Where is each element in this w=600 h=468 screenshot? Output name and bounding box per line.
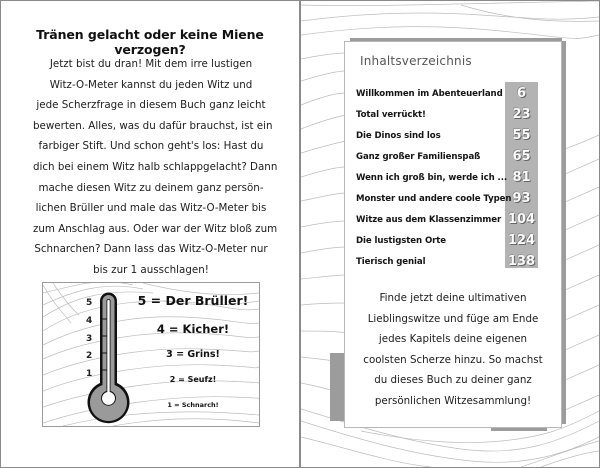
toc-entry-label: Witze aus dem Klassenzimmer xyxy=(356,215,502,225)
right-page xyxy=(300,0,600,468)
toc-entry-label: Total verrückt! xyxy=(356,110,426,120)
toc-card xyxy=(344,41,562,428)
rating-2: 2 = Seufz! xyxy=(169,375,217,384)
toc-entry-label: Wenn ich groß bin, werde ich ... xyxy=(356,173,508,183)
intro-line: jede Scherzfrage in diesem Buch ganz leicht xyxy=(36,99,266,112)
scale-number: 5 xyxy=(86,298,93,308)
toc-entry[interactable] xyxy=(356,149,541,169)
toc-entry-page: 138 xyxy=(507,254,536,269)
outro-line: jedes Kapitels deine eigenen xyxy=(378,333,528,345)
intro-paragraph xyxy=(33,54,278,281)
intro-line: Jetzt bist du dran! Mit dem irre lustigen xyxy=(49,58,253,70)
rating-4: 4 = Kicher! xyxy=(156,322,230,336)
toc-entry[interactable] xyxy=(356,254,541,274)
toc-entry-page: 124 xyxy=(507,233,536,248)
toc-entry-page: 6 xyxy=(516,86,527,101)
toc-entry[interactable] xyxy=(356,170,541,190)
intro-line: mache diesen Witz zu deinem ganz persön- xyxy=(38,181,264,194)
toc-entry-label: Tierisch genial xyxy=(356,257,426,267)
outro-line: du dieses Buch zu deiner ganz xyxy=(374,374,532,386)
toc-entry-page: 23 xyxy=(512,107,531,122)
intro-line: bis zur 1 ausschlagen! xyxy=(93,263,209,276)
toc-entry-page: 65 xyxy=(512,149,531,164)
scale-number: 3 xyxy=(86,334,93,344)
toc-entry-label: Ganz großer Familienspaß xyxy=(356,152,481,162)
witz-o-meter-box xyxy=(42,282,260,427)
intro-line: dich bei einem Witz halb schlappgelacht? Dann xyxy=(33,160,278,173)
rating-3: 3 = Grins! xyxy=(166,349,220,360)
outro-line: coolsten Scherze hinzu. So machst xyxy=(363,353,543,366)
toc-entry-label: Die lustigsten Orte xyxy=(356,236,447,246)
scale-number: 4 xyxy=(86,316,93,326)
toc-entry-label: Die Dinos sind los xyxy=(356,131,441,141)
rating-5: 5 = Der Brüller! xyxy=(137,293,249,308)
toc-entry-label: Monster und andere coole Typen xyxy=(356,194,512,204)
intro-line: bewerten. Alles, was du dafür brauchst, ist ein xyxy=(33,119,273,132)
outro-line: Finde jetzt deine ultimativen xyxy=(379,292,527,304)
toc-entry[interactable] xyxy=(356,107,541,127)
toc-entry-page: 55 xyxy=(512,128,531,143)
intro-line: Witz-O-Meter kannst du jeden Witz und xyxy=(49,78,253,91)
toc-entry[interactable] xyxy=(356,191,541,211)
page-heading: Tränen gelacht oder keine Miene verzogen? xyxy=(36,27,264,57)
rating-1: 1 = Schnarch! xyxy=(167,401,219,409)
scale-number: 2 xyxy=(86,351,93,361)
outro-line: Lieblingswitze und füge am Ende xyxy=(367,312,539,325)
intro-line: farbiger Stift. Und schon geht's los: Hast du xyxy=(38,140,264,153)
toc-entry[interactable] xyxy=(356,212,541,232)
toc-title: Inhaltsverzeichnis xyxy=(360,54,472,68)
intro-line: zum Anschlag aus. Oder war der Witz bloß zum xyxy=(33,222,278,235)
toc-entry-page: 104 xyxy=(507,212,536,227)
scale-number: 1 xyxy=(86,369,93,379)
intro-line: lichen Brüller und male das Witz-O-Meter bis xyxy=(35,202,267,215)
toc-entry-page: 93 xyxy=(512,191,531,206)
outro-paragraph xyxy=(345,288,561,411)
toc-entry[interactable] xyxy=(356,86,541,106)
outro-line: persönlichen Witzesammlung! xyxy=(374,394,532,407)
intro-line: Schnarchen? Dann lass das Witz-O-Meter nur xyxy=(34,243,268,256)
toc-entry-page: 81 xyxy=(512,170,531,185)
toc-entry[interactable] xyxy=(356,233,541,253)
toc-entry[interactable] xyxy=(356,128,541,148)
toc-entry-label: Willkommen im Abenteuerland xyxy=(356,89,503,99)
